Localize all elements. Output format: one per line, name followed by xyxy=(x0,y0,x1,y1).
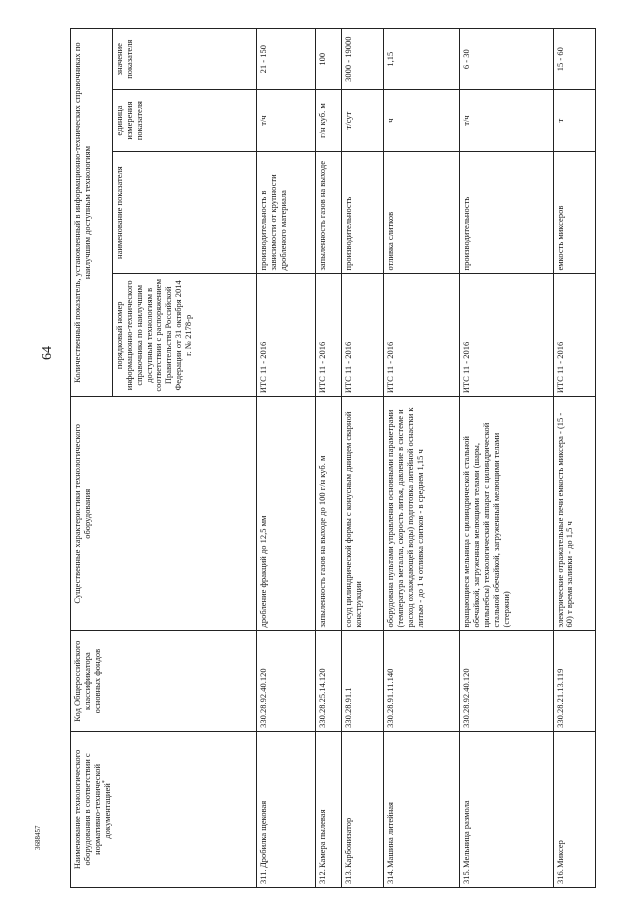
rotated-document xyxy=(70,28,596,888)
header-indicator: наименование показателя xyxy=(113,151,257,274)
cell-characteristics: электрические отражательные печи емкость миксера - (15 - 60) т время заливки - до 1,5 ч xyxy=(553,397,595,631)
cell-value: 3000 - 19000 xyxy=(341,29,383,90)
cell-code: 330.28.21.13.119 xyxy=(553,631,595,731)
cell-code: 330.28.91.11.140 xyxy=(384,631,460,731)
table-row xyxy=(384,29,460,888)
cell-unit: т/ч xyxy=(460,90,553,151)
header-unit: единица измерения показателя xyxy=(113,90,257,151)
cell-code: 330.28.25.14.120 xyxy=(316,631,342,731)
cell-unit: ч xyxy=(384,90,460,151)
cell-indicator: емкость миксеров xyxy=(553,151,595,274)
cell-code: 330.28.91.1 xyxy=(341,631,383,731)
table-row xyxy=(460,29,553,888)
table-row xyxy=(553,29,595,888)
cell-indicator: производительность xyxy=(341,151,383,274)
cell-indicator: отливка слитков xyxy=(384,151,460,274)
cell-unit: т/ч xyxy=(257,90,316,151)
header-characteristics: Существенные характеристики технологического оборудования xyxy=(71,397,257,631)
document-code: 3688457 xyxy=(34,825,42,850)
header-row-1 xyxy=(71,29,113,888)
header-value: значение показателя xyxy=(113,29,257,90)
cell-value: 21 - 150 xyxy=(257,29,316,90)
cell-name: 312.Камера пылевая xyxy=(316,731,342,887)
cell-name: 316.Миксер xyxy=(553,731,595,887)
page-number: 64 xyxy=(40,346,55,360)
cell-indicator: производительность xyxy=(460,151,553,274)
cell-code: 330.28.92.40.120 xyxy=(257,631,316,731)
cell-value: 1,15 xyxy=(384,29,460,90)
cell-name: 313.Карбонизатор xyxy=(341,731,383,887)
table-row xyxy=(341,29,383,888)
equipment-table xyxy=(70,28,596,888)
cell-name: 315.Мельница размола xyxy=(460,731,553,887)
cell-indicator: запыленность газов на выходе xyxy=(316,151,342,274)
cell-name: 314.Машина литейная xyxy=(384,731,460,887)
cell-code: 330.28.92.40.120 xyxy=(460,631,553,731)
cell-characteristics: дробление фракций до 12,5 мм xyxy=(257,397,316,631)
header-group: Количественный показатель, установленный в информационно-технических справочниках по наилучшим доступным технологиям xyxy=(71,29,113,397)
table-row xyxy=(316,29,342,888)
cell-its: ИТС 11 - 2016 xyxy=(460,274,553,397)
cell-characteristics: вращающиеся мельница с цилиндрической стальной обечайкой, загруженная мелющими телами (шары, цильпебсы) технологический аппарат с цилиндрической стальной обечайкой, загруженный мелющими телами (стержни) xyxy=(460,397,553,631)
cell-its: ИТС 11 - 2016 xyxy=(384,274,460,397)
cell-its: ИТС 11 - 2016 xyxy=(257,274,316,397)
cell-unit: т xyxy=(553,90,595,151)
cell-value: 100 xyxy=(316,29,342,90)
cell-value: 6 - 30 xyxy=(460,29,553,90)
cell-characteristics: оборудована пультами управления основными параметрами (температура металла, скорость литья, давление в системе и расход охлаждающей воды) подготовка литейной оснастки к литью - до 1 ч отливка слитков - в среднем 1,15 ч xyxy=(384,397,460,631)
cell-characteristics: сосуд цилиндрической формы с конусным днищем сварной конструкции xyxy=(341,397,383,631)
cell-indicator: производительность в зависимости от крупности дробленого материала xyxy=(257,151,316,274)
cell-unit: г/н куб. м xyxy=(316,90,342,151)
cell-its: ИТС 11 - 2016 xyxy=(316,274,342,397)
header-name: Наименование технологического оборудования в соответствии с нормативно-технической документацией* xyxy=(71,731,257,887)
cell-value: 15 - 60 xyxy=(553,29,595,90)
cell-its: ИТС 11 - 2016 xyxy=(341,274,383,397)
cell-name: 311.Дробилка щековая xyxy=(257,731,316,887)
header-its: порядковый номер информационно-технического справочника по наилучшим доступным технологиям в соответствии с распоряжением Правительства Российской Федерации от 31 октября 2014 г. № 2178-р xyxy=(113,274,257,397)
cell-its: ИТС 11 - 2016 xyxy=(553,274,595,397)
table-row xyxy=(257,29,316,888)
cell-unit: т/сут xyxy=(341,90,383,151)
cell-characteristics: запыленность газов на выходе до 100 г/н куб. м xyxy=(316,397,342,631)
header-code: Код Общероссийского классификатора основных фондов xyxy=(71,631,257,731)
